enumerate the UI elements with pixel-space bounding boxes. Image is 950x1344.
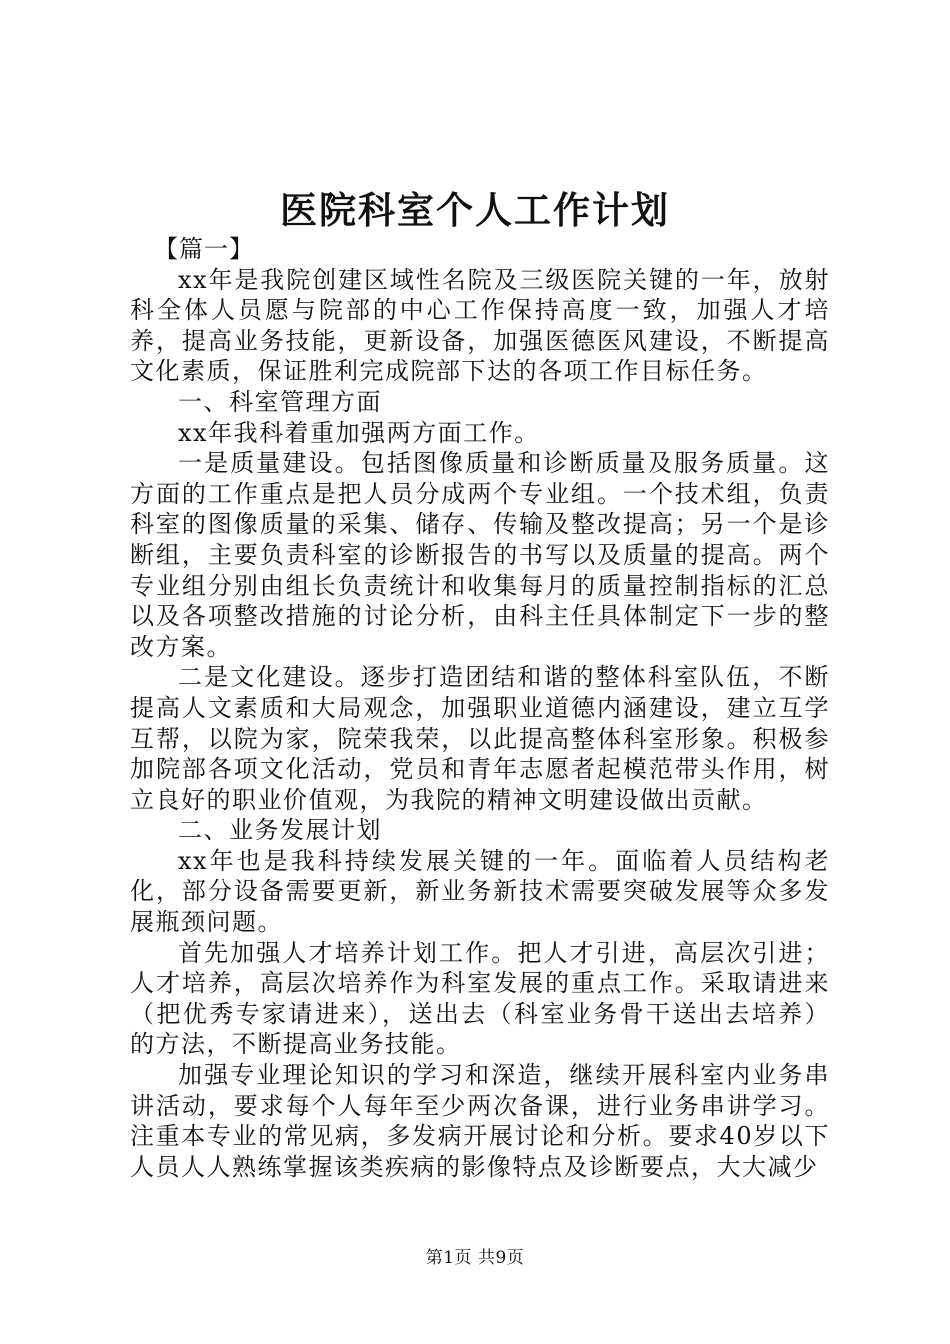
paragraph-focus: xx年我科着重加强两方面工作。 — [178, 418, 540, 447]
paragraph-quality: 一是质量建设。包括图像质量和诊断质量及服务质量。这方面的工作重点是把人员分成两个专业组。一个技术组，负责科室的图像质量的采集、储存、传输及整改提高；另一个是诊断组，主要负责科室的诊断报告的书写以及质量的提高。两个专业组分别由组长负责统计和收集每月的质量控制指标的汇总以及各项整改措施的讨论分析，由科主任具体制定下一步的整改方案。 — [130, 449, 830, 661]
paragraph-intro: xx年是我院创建区域性名院及三级医院关键的一年，放射科全体人员愿与院部的中心工作保持高度一致，加强人才培养，提高业务技能，更新设备，加强医德医风建设，不断提高文化素质，保证胜利完成院部下达的各项工作目标任务。 — [130, 265, 830, 386]
paragraph-development: xx年也是我科持续发展关键的一年。面临着人员结构老化，部分设备需要更新，新业务新技术需要突破发展等众多发展瓶颈问题。 — [130, 846, 830, 937]
paragraph-study: 加强专业理论知识的学习和深造，继续开展科室内业务串讲活动，要求每个人每年至少两次备课，进行业务串讲学习。注重本专业的常见病，多发病开展讨论和分析。要求40岁以下人员人人熟练掌握该类疾病的影像特点及诊断要点，大大减少 — [130, 1061, 830, 1181]
heading-development: 二、业务发展计划 — [178, 816, 382, 845]
document-body — [130, 234, 830, 1182]
document-title: 医院科室个人工作计划 — [280, 188, 670, 232]
page-number: 第1页 共9页 — [425, 1248, 525, 1268]
heading-management: 一、科室管理方面 — [178, 387, 382, 416]
paragraph-talent: 首先加强人才培养计划工作。把人才引进，高层次引进；人才培养，高层次培养作为科室发展的重点工作。采取请进来（把优秀专家请进来），送出去（科室业务骨干送出去培养）的方法，不断提高业务技能。 — [130, 938, 830, 1059]
section-tag: 【篇一】 — [154, 235, 254, 263]
paragraph-culture: 二是文化建设。逐步打造团结和谐的整体科室队伍，不断提高人文素质和大局观念，加强职业道德内涵建设，建立互学互帮，以院为家，院荣我荣，以此提高整体科室形象。积极参加院部各项文化活动，党员和青年志愿者起模范带头作用，树立良好的职业价值观，为我院的精神文明建设做出贡献。 — [130, 663, 830, 814]
